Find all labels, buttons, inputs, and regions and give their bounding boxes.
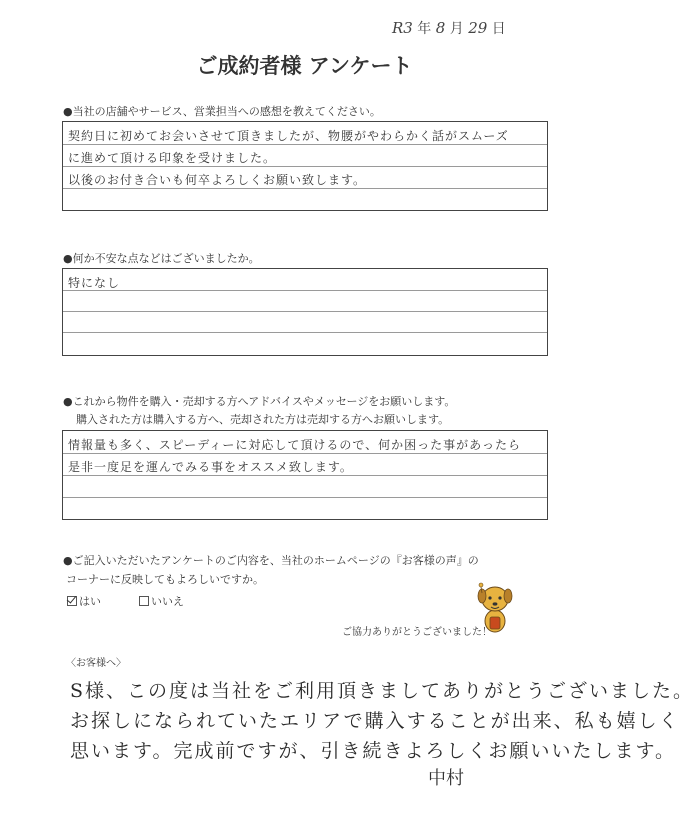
date-gatsu: 月: [449, 21, 464, 37]
date-nichi: 日: [491, 21, 506, 37]
question-3-sublabel: 購入された方は購入する方へ、売却された方は売却する方へお願いします。: [76, 413, 450, 426]
question-2-label: ●何か不安な点などはございましたか。: [63, 252, 260, 265]
checkbox-yes[interactable]: [67, 596, 77, 606]
date: [392, 18, 506, 38]
question-1-answer-box[interactable]: [62, 121, 548, 211]
page-title: ご成約者様 アンケート: [196, 54, 413, 78]
option-yes[interactable]: [67, 593, 101, 609]
thanks-message: ご協力ありがとうございました！: [342, 627, 492, 638]
customer-label: 〈お客様へ〉: [66, 658, 126, 669]
signature: 中村: [428, 768, 464, 789]
answer-line: 以後のお付き合いも何卒よろしくお願い致します。: [68, 173, 367, 187]
option-yes-label: はい: [79, 595, 101, 608]
date-month: 8: [435, 19, 446, 37]
question-3-label: ●これから物件を購入・売却する方へアドバイスやメッセージをお願いします。: [63, 395, 456, 408]
option-no[interactable]: [139, 593, 184, 609]
question-4-label-cont: コーナーに反映してもよろしいですか。: [66, 573, 264, 586]
date-era: R3: [392, 19, 413, 37]
option-no-label: いいえ: [151, 595, 184, 608]
date-nen: 年: [417, 21, 432, 37]
answer-line: 契約日に初めてお会いさせて頂きましたが、物腰がやわらかく話がスムーズ: [68, 129, 509, 143]
date-day: 29: [468, 19, 488, 37]
answer-line: に進めて頂ける印象を受けました。: [68, 151, 277, 165]
question-1-label: ●当社の店舗やサービス、営業担当への感想を教えてください。: [63, 105, 381, 118]
answer-line: 情報量も多く、スピーディーに対応して頂けるので、何か困った事があったら: [68, 438, 521, 452]
question-3-answer-box[interactable]: [62, 430, 548, 520]
answer-line: 是非一度足を運んでみる事をオススメ致します。: [68, 460, 353, 474]
customer-message-line: S様、この度は当社をご利用頂きましてありがとうございました。: [70, 680, 694, 702]
answer-line: 特になし: [68, 276, 121, 290]
customer-message-line: 思います。完成前ですが、引き続きよろしくお願いいたします。: [70, 740, 676, 762]
question-4-label: ●ご記入いただいたアンケートのご内容を、当社のホームページの『お客様の声』の: [63, 554, 479, 567]
customer-message-line: お探しになられていたエリアで購入することが出来、私も嬉しく: [70, 710, 680, 732]
checkbox-no[interactable]: [139, 596, 149, 606]
question-2-answer-box[interactable]: [62, 268, 548, 356]
